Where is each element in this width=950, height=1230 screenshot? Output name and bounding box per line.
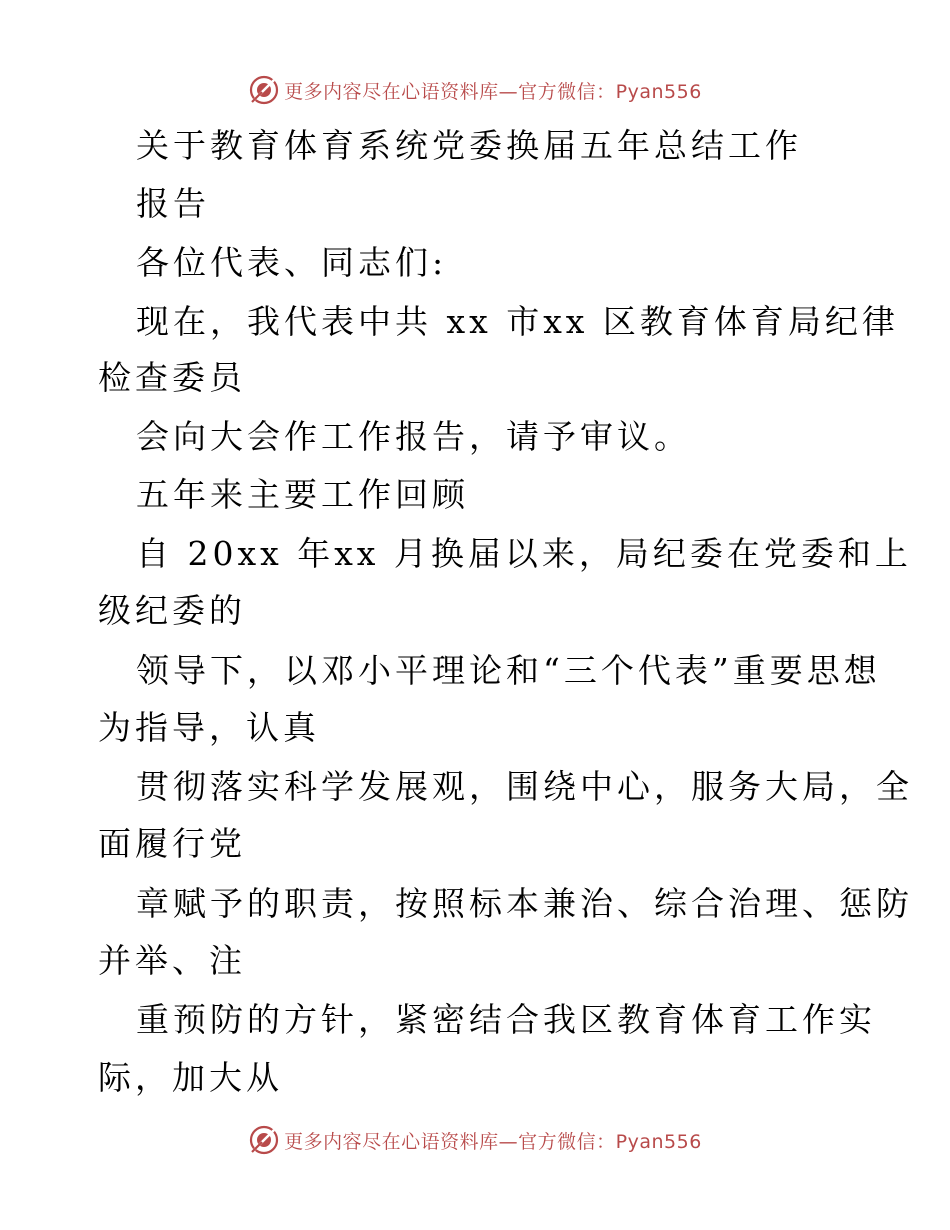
watermark-text: 更多内容尽在心语资料库—官方微信：Pyan556 [284,1130,702,1153]
document-title-line-2: 报告 [136,184,210,223]
paragraph-line: 领导下，以邓小平理论和“三个代表”重要思想 [136,651,881,690]
paragraph-line: 级纪委的 [98,591,246,630]
document-title-line-1: 关于教育体育系统党委换届五年总结工作 [136,126,802,165]
paragraph-line: 重预防的方针，紧密结合我区教育体育工作实 [136,1000,876,1039]
paragraph-line: 面履行党 [98,824,246,863]
paragraph-line: 章赋予的职责，按照标本兼治、综合治理、惩防 [136,884,913,923]
pen-nib-logo-icon [248,74,280,106]
paragraph-line: 并举、注 [98,941,246,980]
section-heading: 五年来主要工作回顾 [136,475,469,514]
header-watermark [0,70,950,110]
paragraph-line: 贯彻落实科学发展观，围绕中心，服务大局，全 [136,767,913,806]
paragraph-line: 为指导，认真 [98,708,320,747]
salutation: 各位代表、同志们: [136,243,448,282]
paragraph-line: 自 20xx 年xx 月换届以来，局纪委在党委和上 [136,534,912,573]
pen-nib-logo-icon [248,1124,280,1156]
paragraph-line: 现在，我代表中共 xx 市xx 区教育体育局纪律 [136,302,899,341]
paragraph-line: 际，加大从 [98,1058,283,1097]
watermark-text: 更多内容尽在心语资料库—官方微信：Pyan556 [284,80,702,103]
footer-watermark [0,1120,950,1160]
paragraph-line: 会向大会作工作报告，请予审议。 [136,417,691,456]
paragraph-line: 检查委员 [98,358,246,397]
